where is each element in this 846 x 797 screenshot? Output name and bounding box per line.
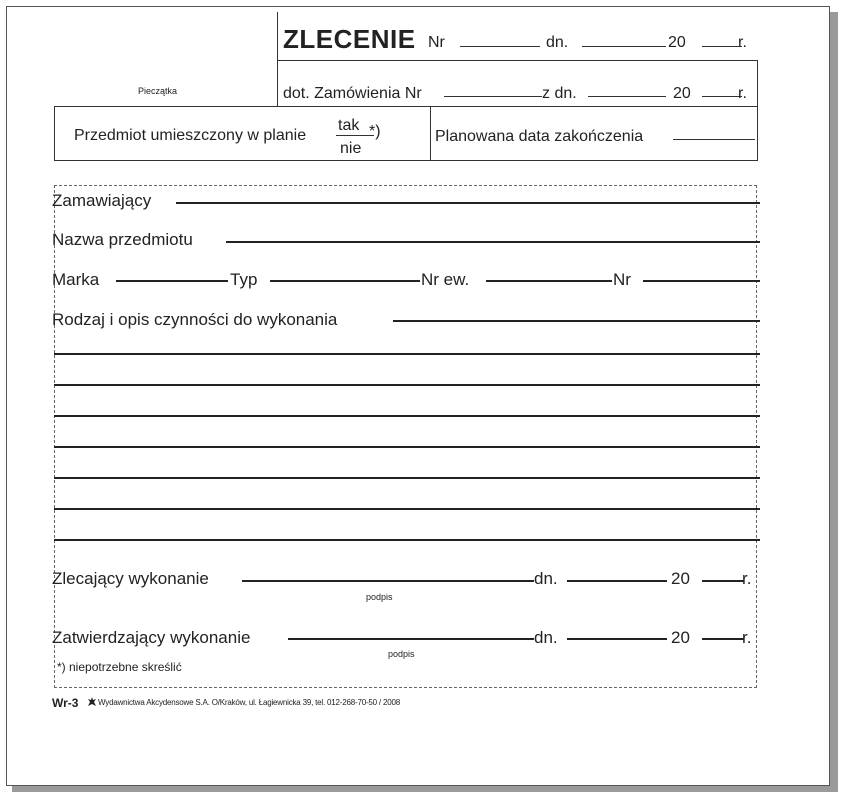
stamp-label: Pieczątka [138,86,178,96]
approver-year-field[interactable] [702,638,744,640]
form-title: ZLECENIE [283,24,416,54]
plan-row-bottom-line [54,160,758,161]
approver-label: Zatwierdzający wykonanie [52,628,251,647]
plan-left-border [54,106,55,160]
form-body-area [54,185,757,688]
work-description-line-3[interactable] [54,415,760,417]
reg-number-field[interactable] [486,280,612,282]
plan-option-yes[interactable]: tak [338,117,360,134]
approver-signature-field[interactable] [288,638,534,640]
orderer-date-label: dn. [534,569,558,588]
item-name-label: Nazwa przedmiotu [52,230,193,249]
order-date-label: dn. [546,34,569,51]
orderer-year-prefix: 20 [671,569,690,588]
order-ref-label: dot. Zamówienia Nr [283,85,422,102]
plan-divider-vertical [430,106,431,160]
approver-date-field[interactable] [567,638,667,640]
order-ref-date-label: z dn. [542,85,577,102]
work-description-line-1[interactable] [54,353,760,355]
orderer-year-field[interactable] [702,580,744,582]
approver-year-suffix: r. [742,628,752,647]
approver-date-label: dn. [534,628,558,647]
order-year-prefix: 20 [668,34,686,51]
planned-date-field[interactable] [673,139,755,140]
orderer-date-field[interactable] [567,580,667,582]
order-number-field[interactable] [460,46,540,47]
item-name-field[interactable] [226,241,760,243]
orderer-signature-caption: podpis [366,592,393,602]
form-code: Wr-3 [52,696,79,710]
plan-footnote-marker: *) [369,123,381,140]
header-bottom-line [54,106,758,107]
work-description-line-5[interactable] [54,477,760,479]
work-description-line-2[interactable] [54,384,760,386]
type-field[interactable] [270,280,420,282]
plan-option-no[interactable]: nie [340,140,362,157]
type-label: Typ [230,270,258,289]
number-label: Nr [613,270,631,289]
order-ref-year-prefix: 20 [673,85,691,102]
planned-date-label: Planowana data zakończenia [435,128,644,145]
orderer-signature-field[interactable] [242,580,534,582]
header-mid-line [277,60,758,61]
order-year-suffix: r. [738,34,747,51]
order-ref-field[interactable] [444,96,542,97]
order-ref-year-field[interactable] [702,96,742,97]
publisher-info: Wydawnictwa Akcydensowe S.A. O/Kraków, ul. Łagiewnicka 39, tel. 012-268-70-50 / 2008 [98,698,400,707]
work-description-line-6[interactable] [54,508,760,510]
client-label: Zamawiający [52,191,152,210]
orderer-year-suffix: r. [742,569,752,588]
work-description-line-7[interactable] [54,539,760,541]
client-field[interactable] [176,202,760,204]
brand-label: Marka [52,270,100,289]
work-description-label: Rodzaj i opis czynności do wykonania [52,310,338,329]
order-year-field[interactable] [702,46,742,47]
order-ref-date-field[interactable] [588,96,666,97]
order-number-label: Nr [428,34,445,51]
reg-number-label: Nr ew. [421,270,470,289]
order-date-field[interactable] [582,46,666,47]
work-description-field[interactable] [393,320,760,322]
approver-signature-caption: podpis [388,649,415,659]
header-right-border [757,60,758,160]
orderer-label: Zlecający wykonanie [52,569,209,588]
publisher-logo-icon [87,697,97,707]
order-ref-year-suffix: r. [738,85,747,102]
plan-label: Przedmiot umieszczony w planie [74,127,307,144]
approver-year-prefix: 20 [671,628,690,647]
work-description-line-4[interactable] [54,446,760,448]
brand-field[interactable] [116,280,228,282]
number-field[interactable] [643,280,760,282]
footnote-text: *) niepotrzebne skreślić [57,660,182,674]
